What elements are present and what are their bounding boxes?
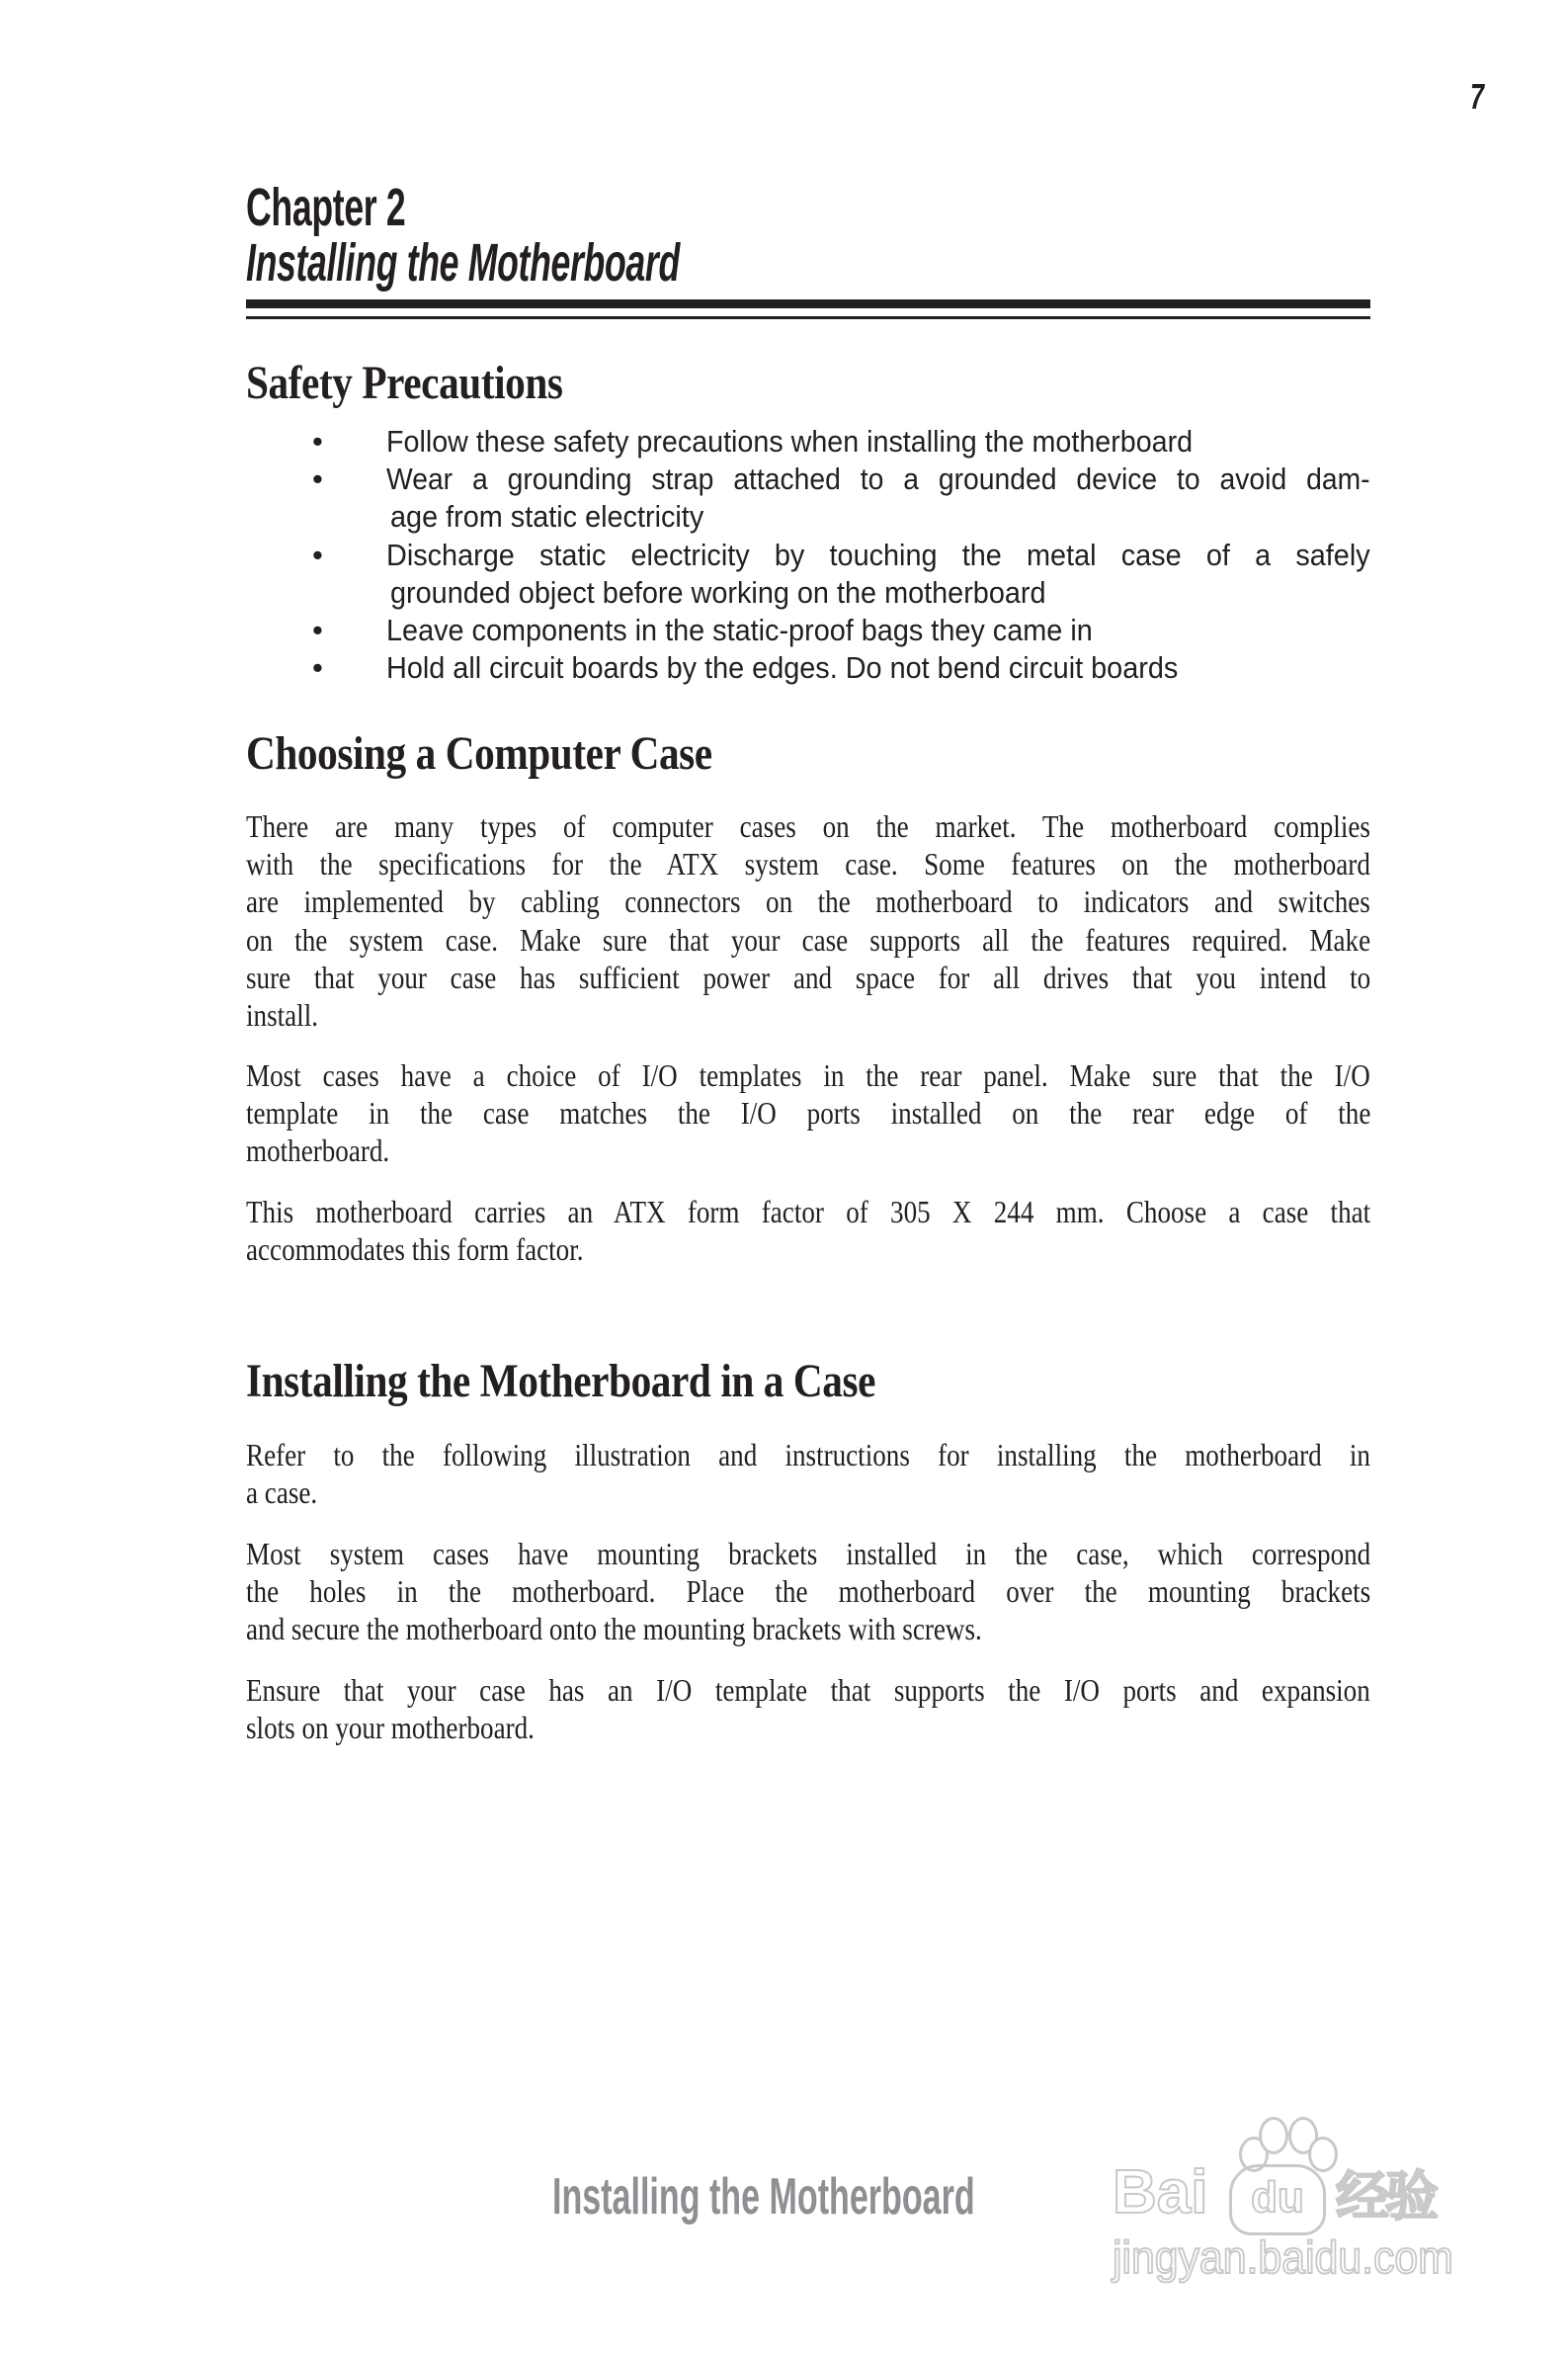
paragraph-line: Most cases have a choice of I/O templates in the rear panel. Make sure that the I/O (246, 1058, 1370, 1093)
header-rule-thin (246, 316, 1370, 319)
paragraph-line: slots on your motherboard. (246, 1711, 535, 1746)
paragraph (246, 808, 1370, 1035)
watermark-url: jingyan.baidu.com (1113, 2231, 1453, 2283)
paragraph-line: the holes in the motherboard. Place the motherboard over the mounting brackets (246, 1574, 1371, 1610)
paw-toe-icon (1308, 2137, 1338, 2172)
list-item-text: Follow these safety precautions when installing the motherboard (386, 424, 1194, 459)
paragraph (246, 1536, 1370, 1649)
list-item-text: Wear a grounding strap attached to a grounded device to avoid dam- (386, 462, 1370, 497)
list-item (246, 649, 1370, 687)
section-heading-safety-precautions: Safety Precautions (246, 357, 563, 409)
list-item (246, 537, 1370, 612)
paragraph (246, 1194, 1370, 1269)
bullet-icon: • (312, 424, 323, 459)
list-item-text-continued: age from static electricity (390, 499, 704, 535)
paragraph-line: on the system case. Make sure that your case supports all the features required. Make (246, 922, 1371, 958)
list-item (246, 423, 1370, 461)
paw-toe-icon (1259, 2117, 1288, 2154)
paragraph-line: with the specifications for the ATX system case. Some features on the motherboard (246, 847, 1370, 882)
paragraph (246, 1437, 1370, 1512)
paragraph-line: This motherboard carries an ATX form factor of 305 X 244 mm. Choose a case that (246, 1195, 1371, 1229)
section-heading-choosing-case: Choosing a Computer Case (246, 727, 712, 780)
paragraph-line: template in the case matches the I/O ports installed on the rear edge of the (246, 1096, 1371, 1132)
paragraph-line: sure that your case has sufficient power and space for all drives that you intend to (246, 960, 1371, 995)
section-heading-installing-in-case: Installing the Motherboard in a Case (246, 1355, 876, 1407)
bullet-icon: • (312, 650, 323, 686)
safety-precautions-list (246, 423, 1370, 687)
list-item-text: Hold all circuit boards by the edges. Do not bend circuit boards (386, 650, 1179, 686)
footer-running-title: Installing the Motherboard (552, 2168, 975, 2226)
bullet-icon: • (312, 613, 323, 648)
bullet-icon: • (312, 462, 323, 497)
watermark-paw-du: du (1229, 2164, 1326, 2235)
chapter-title: Installing the Motherboard (246, 233, 680, 293)
bullet-icon: • (312, 537, 323, 572)
list-item (246, 461, 1370, 536)
watermark-brand-cn: 经验 (1336, 2165, 1435, 2227)
list-item (246, 612, 1370, 649)
list-item-text: Leave components in the static-proof bags they came in (386, 613, 1093, 648)
paragraph-line: accommodates this form factor. (246, 1232, 584, 1268)
list-item-text-continued: grounded object before working on the motherboard (390, 574, 1046, 610)
paragraph-line: Ensure that your case has an I/O template that supports the I/O ports and expansion (246, 1673, 1370, 1708)
paragraph-line: Refer to the following illustration and instructions for installing the motherboard in (246, 1438, 1370, 1472)
paragraph (246, 1672, 1370, 1747)
paragraph-line: There are many types of computer cases on the market. The motherboard complies (246, 809, 1370, 844)
paragraph-line: motherboard. (246, 1134, 390, 1169)
baidu-jingyan-watermark (1113, 2115, 1468, 2283)
list-item-text: Discharge static electricity by touching the metal case of a safely (386, 537, 1370, 572)
paragraph (246, 1057, 1370, 1171)
paragraph-line: are implemented by cabling connectors on the motherboard to indicators and switches (246, 884, 1370, 920)
chapter-label: Chapter 2 (246, 178, 406, 237)
watermark-brand-bai: Bai (1113, 2158, 1208, 2227)
page-number: 7 (1470, 76, 1485, 117)
paragraph-line: a case. (246, 1475, 318, 1511)
paragraph-line: install. (246, 998, 318, 1034)
paragraph-line: Most system cases have mounting brackets installed in the case, which correspond (246, 1537, 1371, 1571)
paragraph-line: and secure the motherboard onto the mounting brackets with screws. (246, 1612, 982, 1647)
header-rule-thick (246, 299, 1370, 308)
